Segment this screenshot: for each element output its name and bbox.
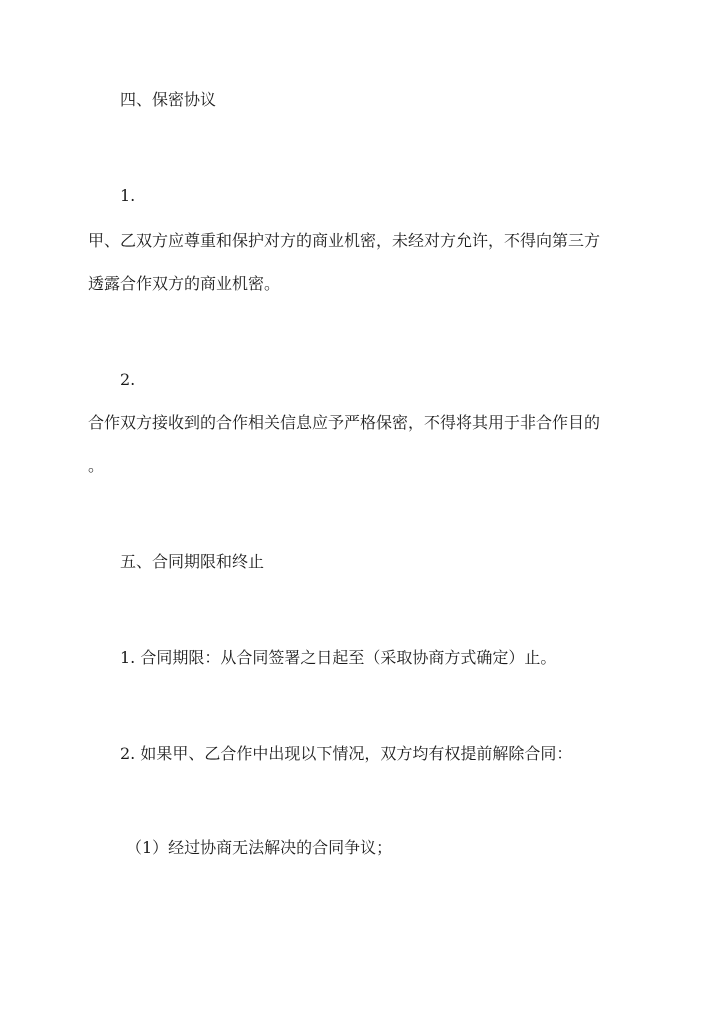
clause-text-line: 。	[88, 456, 105, 475]
section-heading-confidentiality: 四、保密协议	[120, 90, 217, 109]
clause-early-termination: 2. 如果甲、乙合作中出现以下情况，双方均有权提前解除合同：	[120, 744, 573, 763]
clause-term: 1. 合同期限：从合同签署之日起至（采取协商方式确定）止。	[120, 648, 557, 667]
clause-number-2: 2.	[120, 370, 136, 389]
clause-text-line: 透露合作双方的商业机密。	[88, 274, 281, 293]
clause-number-1: 1.	[120, 186, 136, 205]
clause-text-line: 甲、乙双方应尊重和保护对方的商业机密，未经对方允许，不得向第三方	[88, 231, 601, 250]
sub-clause-dispute: （1）经过协商无法解决的合同争议；	[126, 838, 393, 857]
clause-text-line: 合作双方接收到的合作相关信息应予严格保密，不得将其用于非合作目的	[88, 413, 601, 432]
section-heading-term-termination: 五、合同期限和终止	[120, 552, 265, 571]
